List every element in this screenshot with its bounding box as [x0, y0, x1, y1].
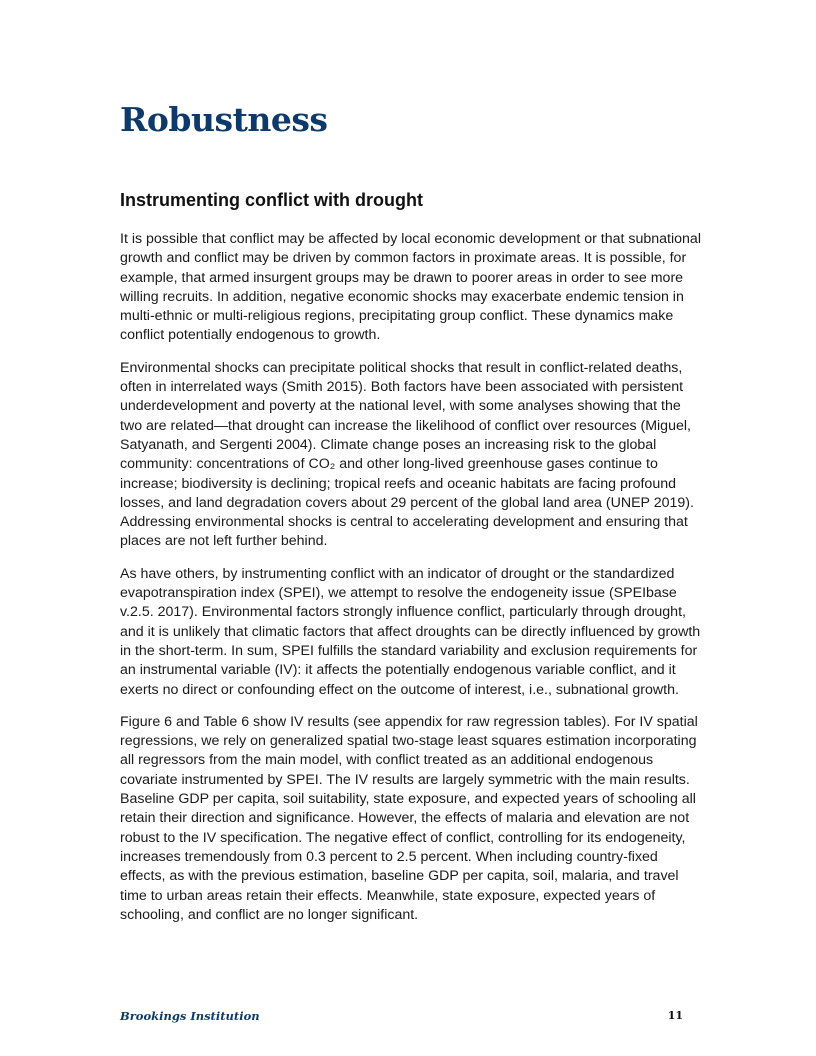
section-heading: Instrumenting conflict with drought: [120, 190, 423, 210]
paragraph: Figure 6 and Table 6 show IV results (see appendix for raw regression tables). For IV spatial regressions, we rely on generalized spatial two-stage least squares estimation incorporating all regressors from the main model, with conflict treated as an additional endogenous covariate instrumented by SPEI. The IV results are largely symmetric with the main results. Baseline GDP per capita, soil suitability, state exposure, and expected years of schooling all retain their direction and significance. However, the effects of malaria and elevation are not robust to the IV specification. The negative effect of conflict, controlling for its endogeneity, increases tremendously from 0.3 percent to 2.5 percent. When including country-fixed effects, as with the previous estimation, baseline GDP per capita, soil, malaria, and travel time to urban areas retain their effects. Meanwhile, state exposure, expected years of schooling, and conflict are no longer significant.: [120, 713, 698, 923]
body-text: [120, 230, 702, 938]
footer-publisher: Brookings Institution: [120, 1009, 260, 1023]
paragraph: It is possible that conflict may be affected by local economic development or that subnational growth and conflict may be driven by common factors in proximate areas. It is possible, for example, that armed insurgent groups may be drawn to poorer areas in order to see more willing recruits. In addition, negative economic shocks may exacerbate endemic tension in multi-ethnic or multi-religious regions, precipitating group conflict. These dynamics make conflict potentially endogenous to growth.: [120, 231, 701, 344]
page-number: 11: [667, 1009, 683, 1022]
paragraph: Environmental shocks can precipitate political shocks that result in conflict-related deaths, often in interrelated ways (Smith 2015). Both factors have been associated with persistent underdevelopment and poverty at the national level, with some analyses showing that the two are related—that drought can increase the likelihood of conflict over resources (Miguel, Satyanath, and Sergenti 2004). Climate change poses an increasing risk to the global community: concentrations of CO₂ and other long-lived greenhouse gases continue to increase; biodiversity is declining; tropical reefs and oceanic habitats are facing profound losses, and land degradation covers about 29 percent of the global land area (UNEP 2019). Addressing environmental shocks is central to accelerating development and ensuring that places are not left further behind.: [120, 359, 694, 550]
page-title: Robustness: [120, 100, 328, 139]
paragraph: As have others, by instrumenting conflict with an indicator of drought or the standardized evapotranspiration index (SPEI), we attempt to resolve the endogeneity issue (SPEIbase v.2.5. 2017). Environmental factors strongly influence conflict, particularly through drought, and it is unlikely that climatic factors that affect droughts can be directly influenced by growth in the short-term. In sum, SPEI fulfills the standard variability and exclusion requirements for an instrumental variable (IV): it affects the potentially endogenous variable conflict, and it exerts no direct or confounding effect on the outcome of interest, i.e., subnational growth.: [120, 565, 701, 698]
